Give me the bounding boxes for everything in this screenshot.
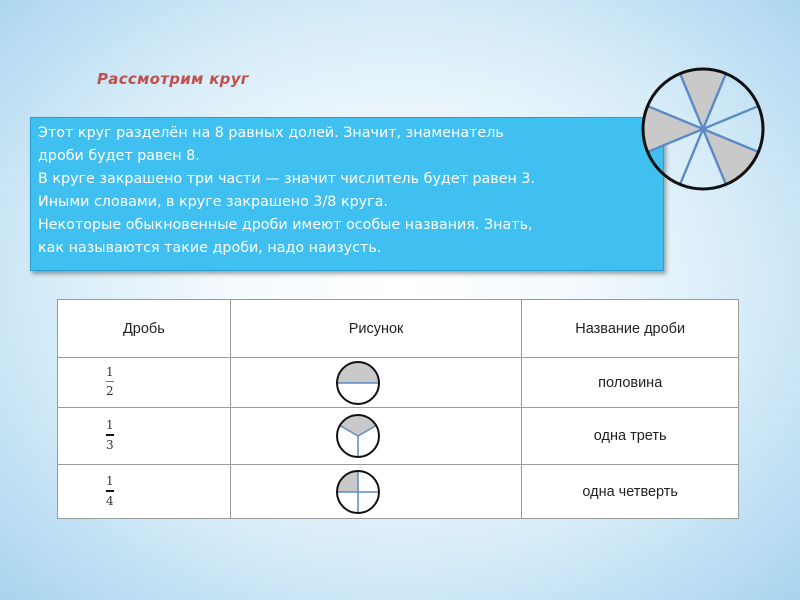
column-header-picture: Рисунок	[230, 300, 522, 358]
shaded-sector	[644, 106, 703, 151]
table-row	[58, 465, 739, 519]
picture-cell	[230, 408, 522, 465]
fraction-name: половина	[522, 358, 739, 408]
fraction-cell	[58, 408, 231, 465]
fraction-one-quarter	[106, 474, 114, 508]
fraction-numerator: 1	[106, 473, 114, 488]
fraction-name: одна треть	[522, 408, 739, 465]
info-line: дроби будет равен 8.	[38, 148, 200, 164]
column-header-fraction: Дробь	[58, 300, 231, 358]
fraction-cell	[58, 358, 231, 408]
table-row	[58, 408, 739, 465]
third-circle-figure	[334, 412, 382, 460]
picture-cell	[230, 358, 522, 408]
half-circle-figure	[334, 359, 382, 407]
shaded-sector	[337, 362, 379, 383]
picture-cell	[230, 465, 522, 519]
shaded-sector	[703, 129, 758, 184]
table-row	[58, 358, 739, 408]
fraction-one-half	[106, 365, 114, 398]
fraction-name: одна четверть	[522, 465, 739, 519]
info-line: В круге закрашено три части — значит числитель будет равен 3.	[38, 171, 536, 187]
column-header-name: Название дроби	[522, 300, 739, 358]
fraction-numerator: 1	[106, 418, 114, 432]
shaded-sector	[680, 70, 725, 129]
fraction-cell	[58, 465, 231, 519]
info-line: Некоторые обыкновенные дроби имеют особые названия. Знать,	[38, 217, 533, 233]
info-line: как называются такие дроби, надо наизусть.	[38, 240, 382, 256]
fraction-denominator: 3	[106, 438, 114, 452]
fraction-one-third	[106, 418, 114, 452]
fractions-table	[57, 299, 739, 519]
fraction-numerator: 1	[106, 365, 114, 379]
quarter-circle-figure	[334, 468, 382, 516]
info-line: Иными словами, в круге закрашено 3/8 круга.	[38, 194, 388, 210]
fraction-bar	[106, 434, 114, 436]
fraction-bar	[106, 381, 114, 382]
fraction-denominator: 4	[106, 493, 114, 508]
fraction-bar	[106, 490, 114, 492]
page-heading: Рассмотрим круг	[97, 70, 249, 88]
fraction-denominator: 2	[106, 384, 114, 398]
info-box	[30, 117, 664, 271]
eighths-circle-figure	[638, 64, 768, 194]
info-line: Этот круг разделён на 8 равных долей. Значит, знаменатель	[38, 125, 504, 141]
table-header-row	[58, 300, 739, 358]
